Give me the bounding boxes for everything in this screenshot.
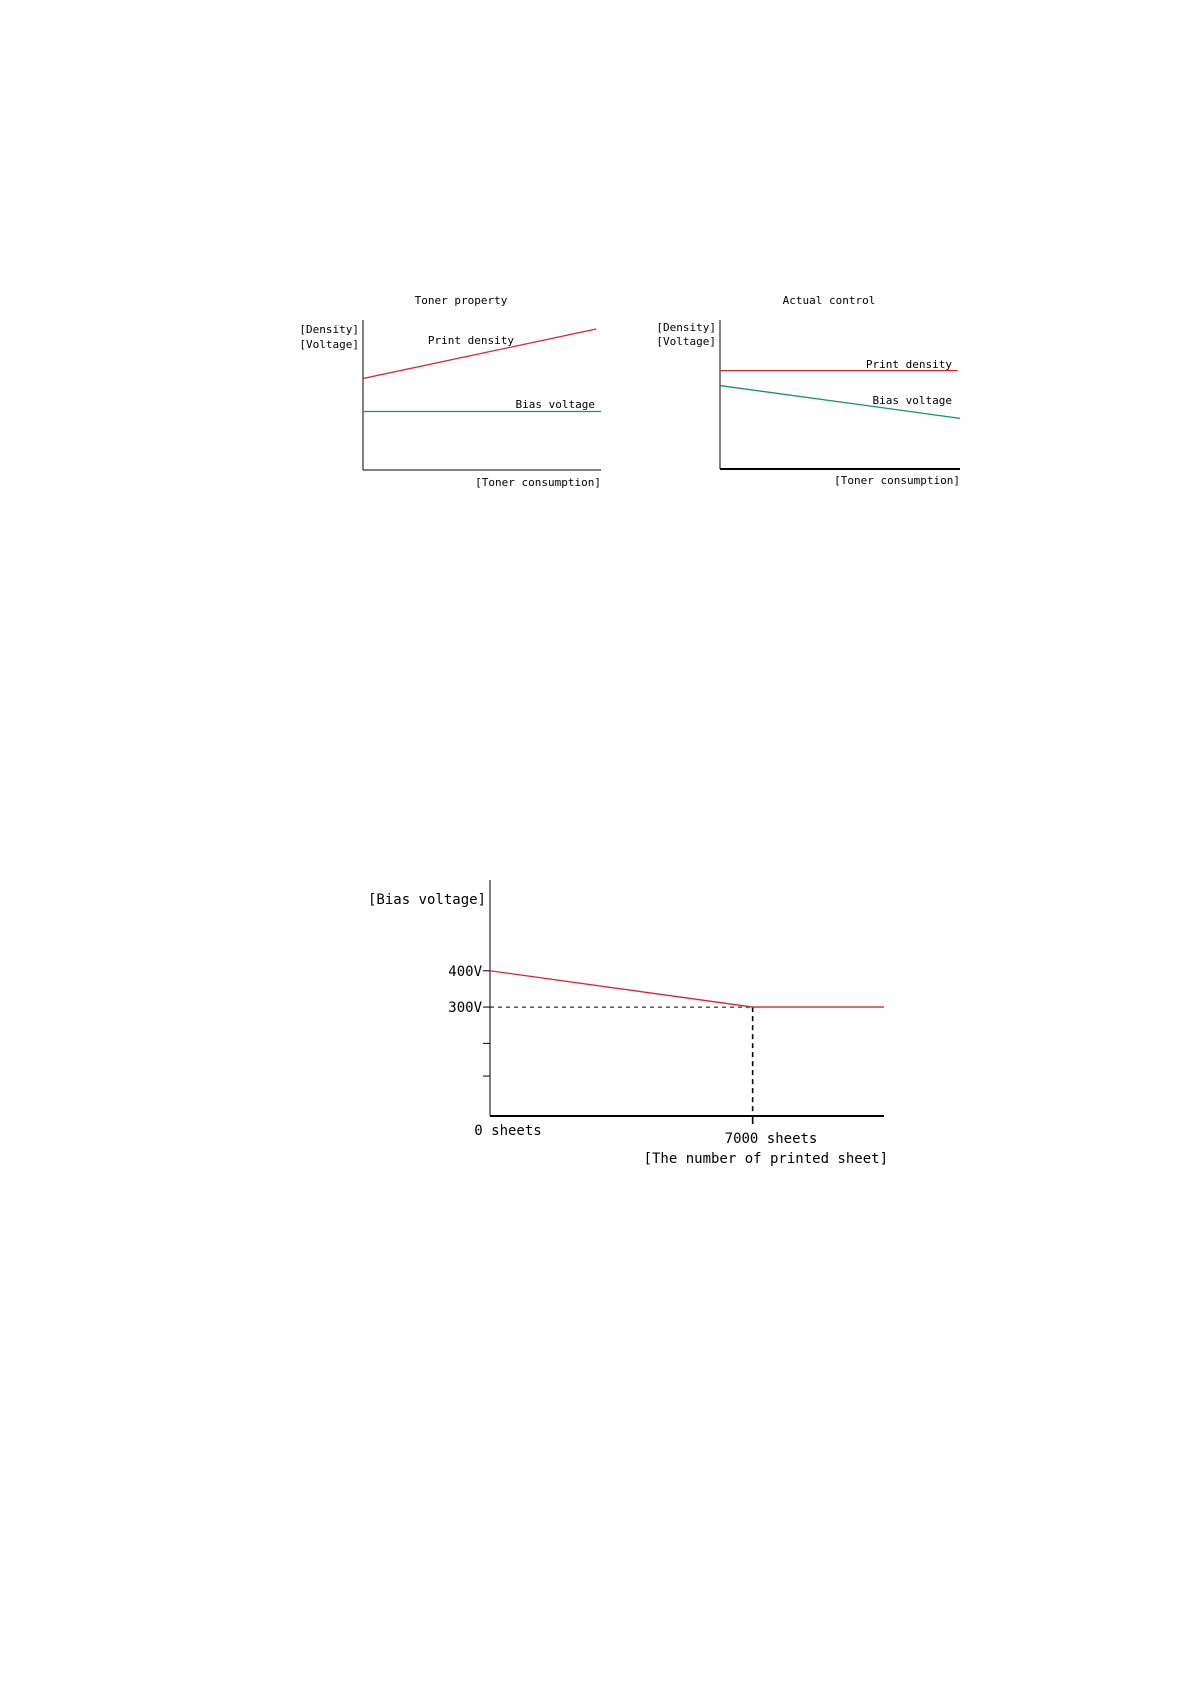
chart-title: Toner property: [414, 294, 508, 307]
x-tick-label-7000-sheets: 7000 sheets: [724, 1131, 818, 1147]
y-axis-label-line-2: [Voltage]: [299, 338, 359, 351]
y-axis-label-line-1: [Density]: [299, 323, 359, 336]
actual-control-chart: [656, 294, 960, 487]
series-label-print-density: Print density: [865, 358, 952, 371]
y-axis-label-line-2: [Voltage]: [656, 335, 716, 348]
x-axis-label: [The number of printed sheet]: [643, 1151, 888, 1167]
x-axis-label: [Toner consumption]: [475, 476, 601, 489]
x-axis-label: [Toner consumption]: [834, 474, 960, 487]
y-axis-label-line-1: [Density]: [656, 321, 716, 334]
y-tick-label-300v: 300V: [448, 1000, 482, 1017]
chart-title: Actual control: [782, 294, 876, 307]
series-line-bias-voltage: [490, 971, 884, 1007]
bias-voltage-chart: [368, 880, 888, 1167]
y-axis-label: [Bias voltage]: [367, 892, 486, 908]
series-label-bias-voltage: Bias voltage: [515, 398, 595, 411]
y-tick-label-400v: 400V: [448, 963, 482, 980]
series-label-print-density: Print density: [427, 334, 514, 347]
series-label-bias-voltage: Bias voltage: [872, 394, 952, 407]
x-tick-label-0-sheets: 0 sheets: [474, 1123, 542, 1139]
toner-property-chart: [299, 294, 601, 489]
